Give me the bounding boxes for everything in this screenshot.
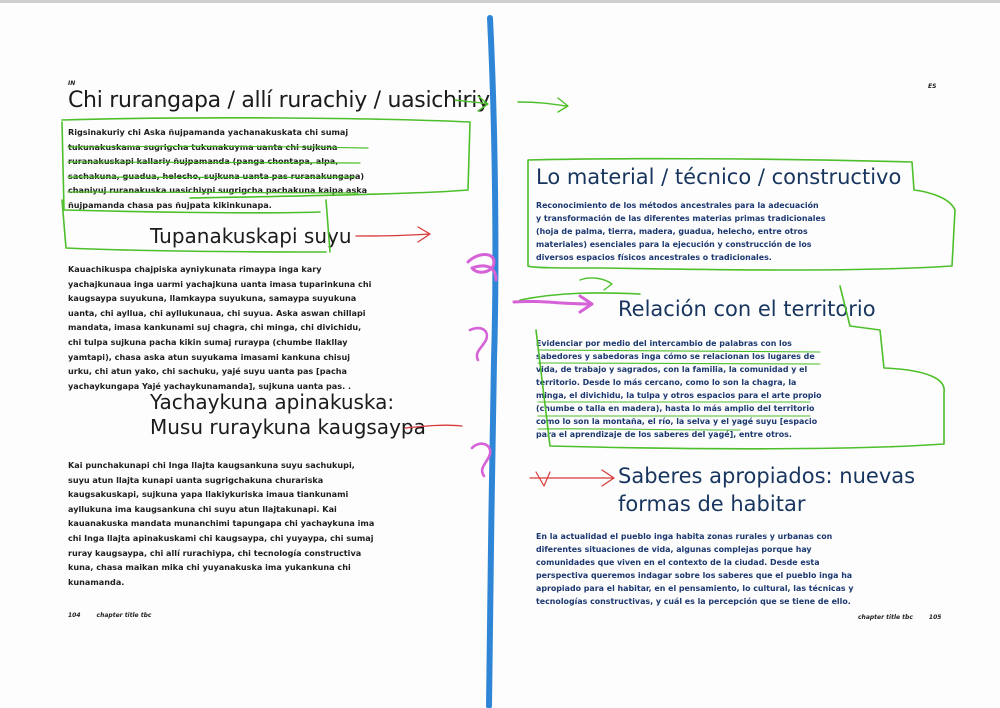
left-page bbox=[0, 0, 490, 708]
running-footer-left: chapter title tbc bbox=[96, 612, 152, 619]
territory-paragraph-left: Kauachikuspa chajpiska ayniykunata rimaypa inga kary yachajkunaua inga uarmi yachajkuna uanta imasa tuparinkuna chi kaugsaypa suyukuna, llamkaypa suyukuna, samaypa suyukuna uanta, chi ayllua, chi ayllukunaua, chi suyua. Aska aswan chillapi mandata, imasa kankunami suj chagra, chi minga, chi divichidu, chi tulpa sujkuna pacha kikin sumaj ruraypa (chumbe llakllay yamtapi), chasa aska atun suyukama imasami kankuna chisuj urku, chi atun yako, chi sachuku, yajé suyu uanta pas [pacha yachaykungapa Yajé yachaykunamanda], sujkuna uanta pas. . bbox=[68, 264, 372, 391]
section-heading-material-right: Lo material / técnico / constructivo bbox=[536, 165, 902, 189]
section-heading-knowledge-left bbox=[150, 390, 426, 440]
knowledge-paragraph-right: En la actualidad el pueblo inga habita zonas rurales y urbanas con diferentes situaciones de vida, algunas complejas porque hay comunidades que viven en el contexto de la ciudad. Desde esta perspectiva queremos indagar sobre los saberes que el pueblo inga ha apropiado para el habitar, en el pensamiento, lo cultural, las técnicas y tecnologías constructivas, y cuál es la percepción que se tiene de ello. bbox=[536, 532, 854, 606]
section-heading-territory-right: Relación con el territorio bbox=[618, 297, 876, 321]
heading-line-2: Musu ruraykuna kaugsaypa bbox=[150, 415, 426, 439]
page-number-left: 104 bbox=[68, 612, 81, 619]
folio-right bbox=[858, 614, 957, 621]
folio-left bbox=[68, 612, 167, 619]
material-paragraph-right: Reconocimiento de los métodos ancestrales para la adecuación y transformación de las diferentes materias primas tradicionales (hoja de palma, tierra, madera, guadua, helecho, entre otros materiales) esenciales para la ejecución y construcción de los diversos espacios físicos ancestrales o tradicionales. bbox=[536, 201, 826, 262]
language-tag-right: ES bbox=[928, 83, 937, 90]
intro-paragraph-left: Rigsinakuriy chi Aska ñujpamanda yachanakuskata chi sumaj tukunakuskama sugrigcha tukunakuyma uanta chi sujkuna ruranakuskapi kallariy ñujpamanda (panga chontapa, alpa, sachakuna, guadua, helecho, sujkuna uanta pas ruranakungapa) chaniyuj ruranakuska uasichiypi sugrigcha pachakuna kaipa aska ñujpamanda chasa pas ñujpata kikinkunapa. bbox=[68, 127, 368, 210]
right-page bbox=[490, 0, 1000, 708]
heading-line-2: formas de habitar bbox=[618, 492, 806, 516]
knowledge-paragraph-left: Kai punchakunapi chi Inga llajta kaugsankuna suyu sachukupi, suyu atun llajta kunapi uanta sugrigchakuna churariska kaugsakuskapi, sujkuna yapa llakiykuriska imaua tiankunami ayllukuna ima kaugsankuna chi suyu atun llajtakunapi. Kai kauanakuska mandata munanchimi tapungapa chi yachaykuna ima chi Inga llajta apinakuskami chi kaugsaypa, chi yuyaypa, chi sumaj ruray kaugsaypa, chi allí rurachiypa, chi tecnología constructiva kuna, chasa maikan mika chi yuyanakuska ima yukankuna chi kunamanda. bbox=[68, 460, 375, 587]
language-tag-left: IN bbox=[68, 80, 76, 87]
page-number-right: 105 bbox=[928, 614, 942, 621]
running-footer-right: chapter title tbc bbox=[858, 614, 913, 621]
heading-line-1: Yachaykuna apinakuska: bbox=[150, 390, 395, 414]
territory-paragraph-right: Evidenciar por medio del intercambio de palabras con los sabedores y sabedoras inga cómo se relacionan los lugares de vida, de trabajo y sagrados, con la familia, la comunidad y el territorio. Desde lo más cercano, como lo son la chagra, la minga, el divichidu, la tulpa y otros espacios para el arte propio (chumbe o talla en madera), hasta lo más amplio del territorio como lo son la montaña, el río, la selva y el yagé suyu [espacio para el aprendizaje de los saberes del yagé], entre otros. bbox=[536, 339, 822, 439]
section-heading-territory-left: Tupanakuskapi suyu bbox=[150, 224, 352, 248]
section-heading-knowledge-right bbox=[618, 462, 915, 518]
heading-line-1: Saberes apropiados: nuevas bbox=[618, 464, 916, 488]
page-title-left: Chi rurangapa / allí rurachiy / uasichiriy bbox=[68, 88, 490, 113]
